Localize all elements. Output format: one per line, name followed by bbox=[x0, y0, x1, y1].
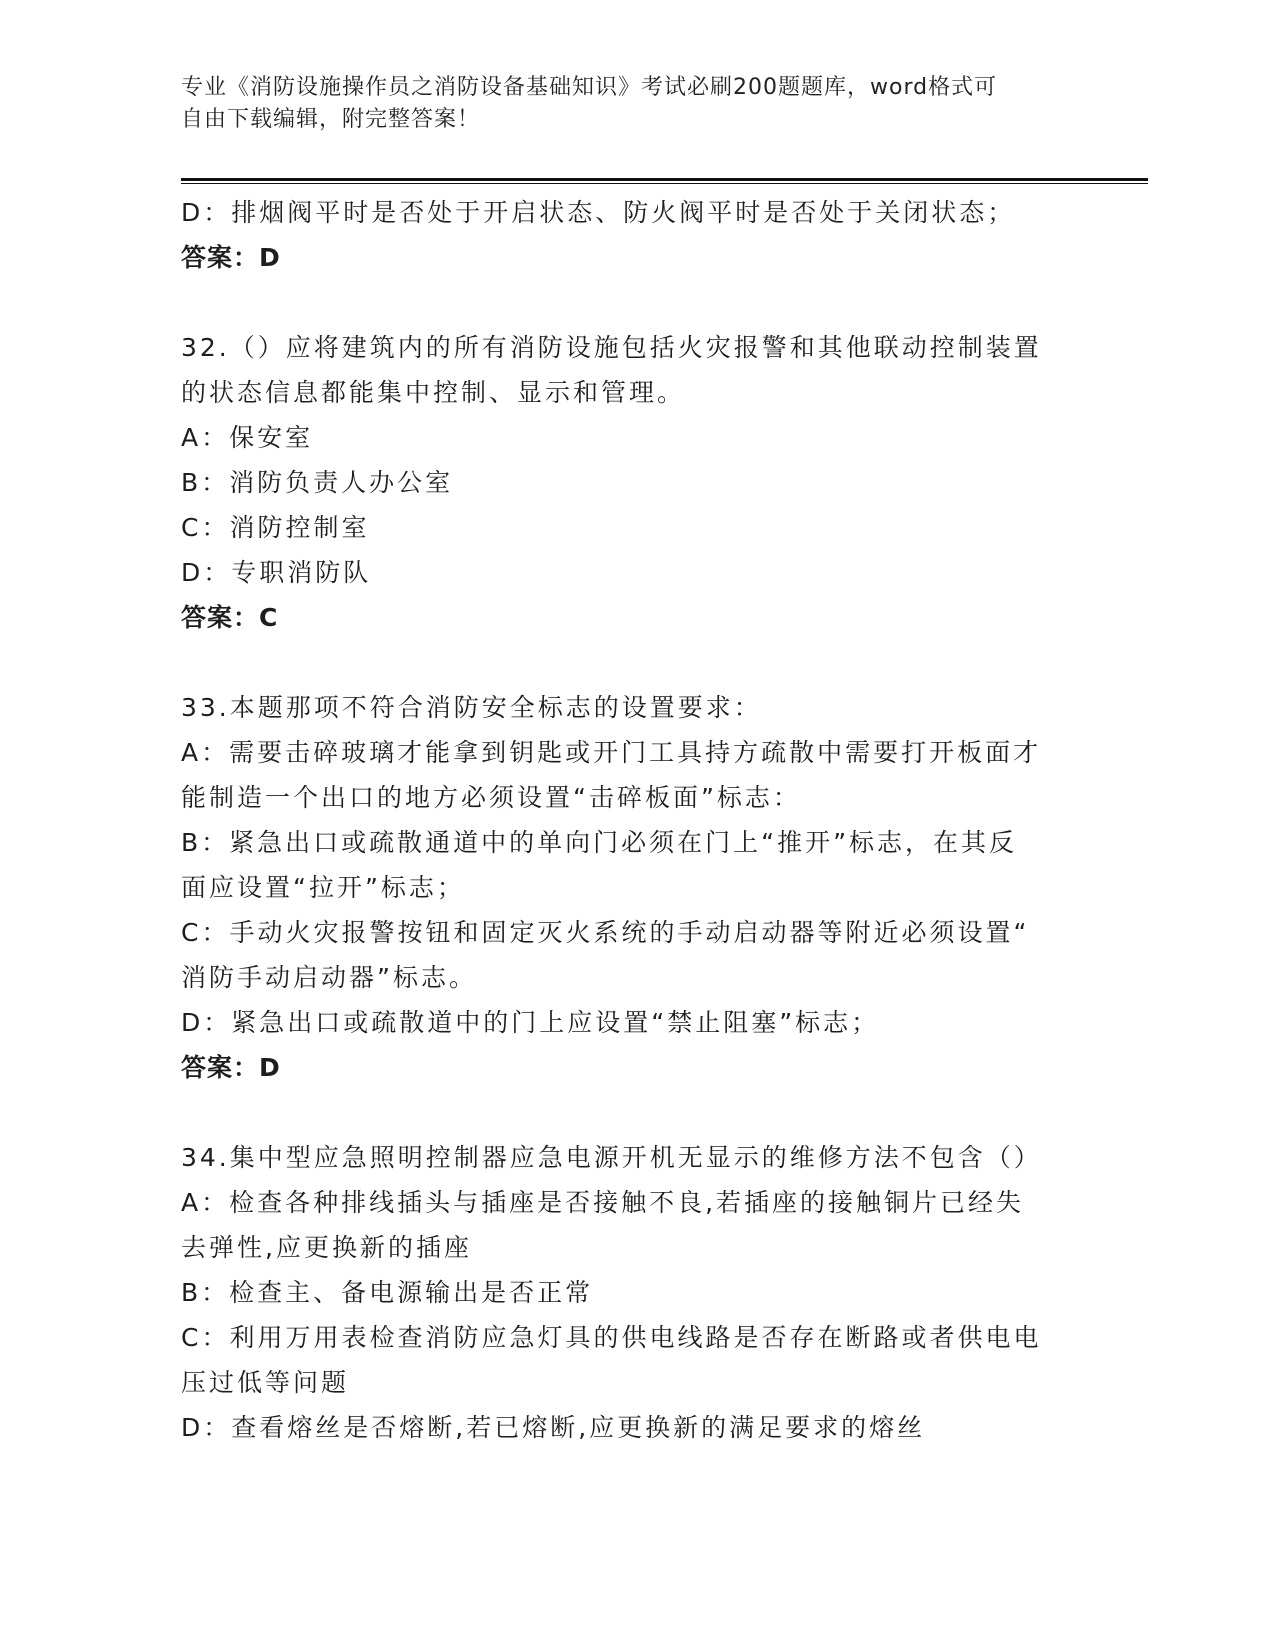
spacer bbox=[181, 280, 1081, 325]
option-b: B：消防负责人办公室 bbox=[181, 468, 454, 497]
option-c: C：消防控制室 bbox=[181, 513, 370, 542]
question-stem-cont: 的状态信息都能集中控制、显示和管理。 bbox=[181, 378, 686, 407]
option-a: A：需要击碎玻璃才能拿到钥匙或开门工具持方疏散中需要打开板面才 bbox=[181, 738, 1042, 767]
question-31-tail bbox=[181, 190, 1081, 280]
option-d: D：紧急出口或疏散道中的门上应设置“禁止阻塞”标志； bbox=[181, 1008, 880, 1037]
question-stem: 34.集中型应急照明控制器应急电源开机无显示的维修方法不包含（） bbox=[181, 1143, 1042, 1172]
answer: 答案：C bbox=[181, 603, 279, 632]
document-body bbox=[181, 190, 1081, 1450]
option-c: C：手动火灾报警按钮和固定灭火系统的手动启动器等附近必须设置“ bbox=[181, 918, 1030, 947]
question-stem: 32.（）应将建筑内的所有消防设施包括火灾报警和其他联动控制装置 bbox=[181, 333, 1042, 362]
question-stem: 33.本题那项不符合消防安全标志的设置要求： bbox=[181, 693, 762, 722]
option-a: A：检查各种排线插头与插座是否接触不良,若插座的接触铜片已经失 bbox=[181, 1188, 1025, 1217]
option-a-cont: 能制造一个出口的地方必须设置“击碎板面”标志： bbox=[181, 783, 801, 812]
option-b: B：检查主、备电源输出是否正常 bbox=[181, 1278, 594, 1307]
option-a: A：保安室 bbox=[181, 423, 314, 452]
option-d: D：专职消防队 bbox=[181, 558, 372, 587]
option-c-cont: 压过低等问题 bbox=[181, 1368, 350, 1397]
header-rule-thick bbox=[181, 178, 1148, 181]
answer: 答案：D bbox=[181, 243, 281, 272]
header-line-1: 专业《消防设施操作员之消防设备基础知识》考试必刷200题题库，word格式可 bbox=[181, 75, 998, 100]
question-34 bbox=[181, 1135, 1081, 1450]
option-d: D：排烟阀平时是否处于开启状态、防火阀平时是否处于关闭状态； bbox=[181, 198, 1016, 227]
spacer bbox=[181, 640, 1081, 685]
answer: 答案：D bbox=[181, 1053, 281, 1082]
option-d: D：查看熔丝是否熔断,若已熔断,应更换新的满足要求的熔丝 bbox=[181, 1413, 926, 1442]
option-b-cont: 面应设置“拉开”标志； bbox=[181, 873, 465, 902]
header-line-2: 自由下载编辑，附完整答案！ bbox=[181, 107, 481, 132]
question-33 bbox=[181, 685, 1081, 1090]
question-32 bbox=[181, 325, 1081, 640]
header-rule-thin bbox=[181, 183, 1148, 184]
option-b: B：紧急出口或疏散通道中的单向门必须在门上“推开”标志，在其反 bbox=[181, 828, 1018, 857]
option-c-cont: 消防手动启动器”标志。 bbox=[181, 963, 477, 992]
document-header bbox=[181, 72, 1041, 136]
option-c: C：利用万用表检查消防应急灯具的供电线路是否存在断路或者供电电 bbox=[181, 1323, 1042, 1352]
option-a-cont: 去弹性,应更换新的插座 bbox=[181, 1233, 472, 1262]
spacer bbox=[181, 1090, 1081, 1135]
